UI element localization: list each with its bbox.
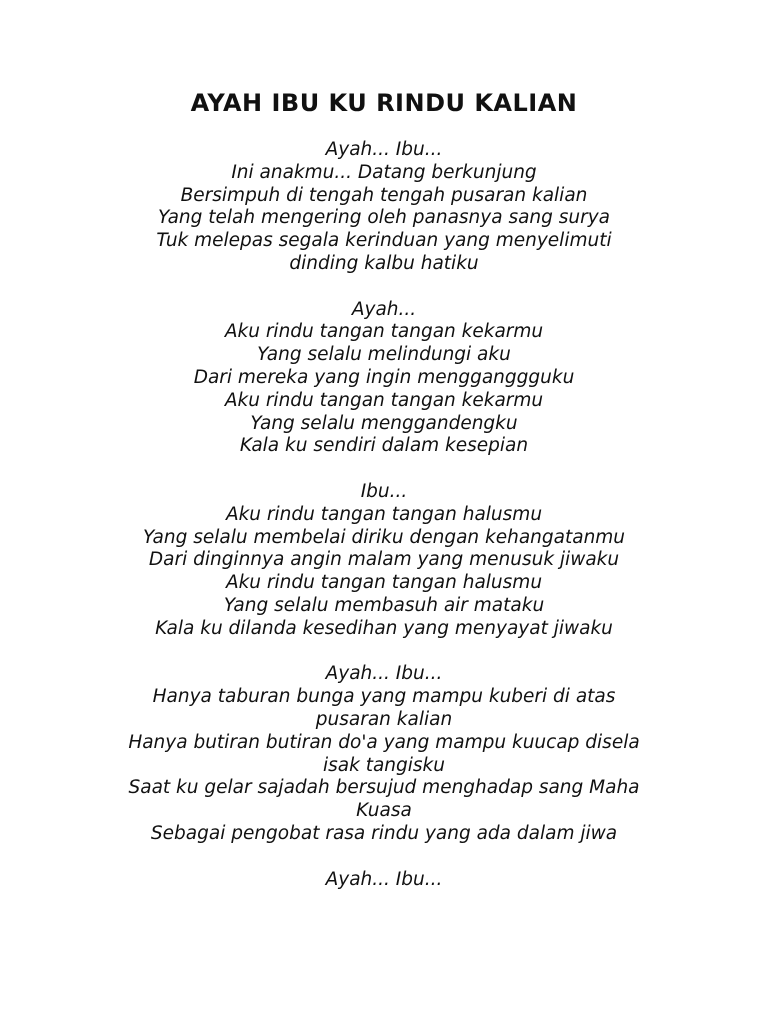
poem-line: Yang selalu membelai diriku dengan kehangatanmu <box>142 526 626 548</box>
poem-line: Kala ku sendiri dalam kesepian <box>239 435 529 457</box>
poem-line: Saat ku gelar sajadah bersujud menghadap sang Maha <box>128 777 640 799</box>
poem-line: Aku rindu tangan tangan kekarmu <box>224 389 544 411</box>
poem-line: Aku rindu tangan tangan kekarmu <box>224 321 544 343</box>
poem-line: Sebagai pengobat rasa rindu yang ada dalam jiwa <box>150 822 618 844</box>
poem-line: Yang selalu membasuh air mataku <box>223 594 545 616</box>
poem-body <box>0 139 768 914</box>
poem-line: Dari dinginnya angin malam yang menusuk jiwaku <box>148 549 620 571</box>
poem-line: Ayah... <box>351 298 417 320</box>
poem-line: Kuasa <box>356 800 412 822</box>
stanza-2 <box>0 299 768 459</box>
stanza-3 <box>0 481 768 641</box>
poem-line: dinding kalbu hatiku <box>289 252 479 274</box>
poem-line: Yang selalu melindungi aku <box>257 344 511 366</box>
poem-line: Ayah... Ibu... <box>325 139 443 160</box>
poem-line: Ayah... Ibu... <box>325 868 443 890</box>
poem-line: Bersimpuh di tengah tengah pusaran kalian <box>180 184 588 206</box>
poem-line: Aku rindu tangan tangan halusmu <box>225 572 543 594</box>
poem-title: AYAH IBU KU RINDU KALIAN <box>190 89 578 117</box>
poem-line: Hanya taburan bunga yang mampu kuberi di atas <box>152 686 616 708</box>
poem-line: Hanya butiran butiran do'a yang mampu kuucap disela <box>128 731 640 753</box>
poem-line: Tuk melepas segala kerinduan yang menyelimuti <box>156 230 612 252</box>
poem-line: pusaran kalian <box>315 708 453 730</box>
poem-line: Dari mereka yang ingin mengganggguku <box>193 366 575 388</box>
poem-line: Kala ku dilanda kesedihan yang menyayat jiwaku <box>155 617 613 639</box>
poem-line: Yang selalu menggandengku <box>250 412 518 434</box>
poem-line: Ini anakmu... Datang berkunjung <box>231 161 537 183</box>
stanza-1 <box>0 139 768 276</box>
poem-line: Aku rindu tangan tangan halusmu <box>225 503 543 525</box>
poem-line: Yang telah mengering oleh panasnya sang surya <box>157 207 611 229</box>
stanza-5 <box>0 869 768 892</box>
poem-line: Ibu... <box>360 480 408 502</box>
poem-line: isak tangisku <box>323 754 445 776</box>
poem-line: Ayah... Ibu... <box>325 663 443 685</box>
stanza-4 <box>0 663 768 845</box>
